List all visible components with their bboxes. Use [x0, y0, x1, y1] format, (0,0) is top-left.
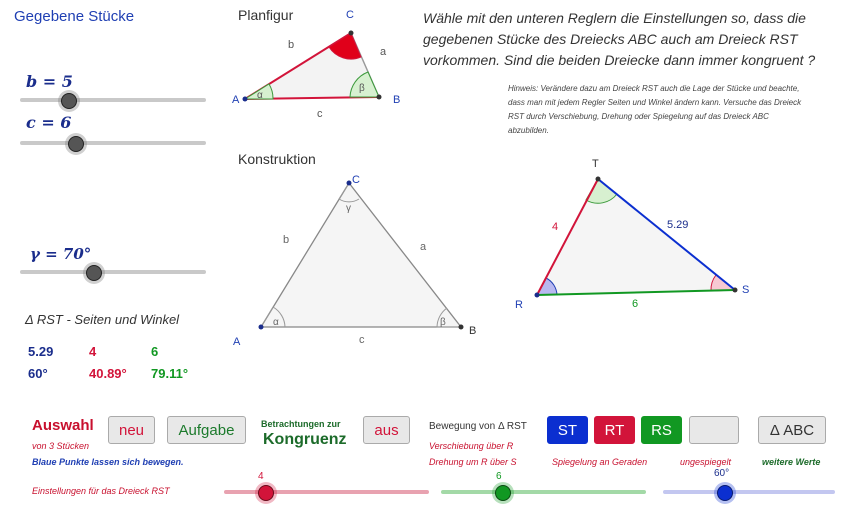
blaue-punkte-hint: Blaue Punkte lassen sich bewegen.	[32, 457, 184, 467]
neu-button[interactable]: neu	[108, 416, 155, 444]
planfigur-triangle	[228, 0, 418, 125]
b-slider-track[interactable]	[20, 98, 206, 102]
delta-abc-button[interactable]: Δ ABC	[758, 416, 826, 444]
task-question: Wähle mit den unteren Reglern die Einstellungen so, dass die gegebenen Stücke des Dreiecks ABC auch am Dreieck RST vorkommen. Sind die beiden Dreiecke dann immer kongruent ?	[423, 10, 816, 68]
c-slider-label: c = 6	[26, 113, 72, 132]
planfigur-label-beta: β	[359, 83, 365, 94]
slider-rs-track[interactable]	[441, 490, 646, 494]
rst-value-st: 5.29	[28, 344, 54, 359]
auswahl-sublabel: von 3 Stücken	[32, 441, 90, 451]
bewegung-label: Bewegung von Δ RST	[429, 421, 527, 432]
einstellungen-label: Einstellungen für das Dreieck RST	[32, 486, 170, 496]
konstruktion-label-beta: β	[440, 317, 446, 328]
slider-rt-track[interactable]	[224, 490, 429, 494]
ungespiegelt-label: ungespiegelt	[680, 457, 732, 467]
rst-label-s: S	[742, 284, 750, 296]
slider-rs-value: 6	[496, 471, 502, 482]
rst-side-rt-label: 4	[552, 221, 559, 233]
c-slider-knob[interactable]	[68, 136, 84, 152]
slider-angle-track[interactable]	[663, 490, 835, 494]
planfigur-title: Planfigur	[238, 7, 294, 23]
given-pieces-title: Gegebene Stücke	[14, 8, 135, 25]
b-slider-label: b = 5	[26, 72, 73, 91]
konstruktion-label-side-c: c	[359, 334, 365, 346]
rst-angle-s: 40.89°	[89, 366, 127, 381]
konstruktion-label-alpha: α	[273, 317, 279, 328]
slider-rt-knob[interactable]	[258, 485, 274, 501]
rst-angle-r: 60°	[28, 366, 48, 381]
rst-value-rt: 4	[89, 344, 97, 359]
mirror-toggle-button[interactable]	[689, 416, 739, 444]
st-button[interactable]: ST	[547, 416, 588, 444]
rt-button[interactable]: RT	[594, 416, 635, 444]
konstruktion-label-side-b: b	[283, 234, 290, 246]
b-slider-knob[interactable]	[61, 93, 77, 109]
konstruktion-label-c-vertex: C	[352, 174, 360, 186]
slider-angle-knob[interactable]	[717, 485, 733, 501]
gamma-slider-track[interactable]	[20, 270, 206, 274]
rst-values-heading: Δ RST - Seiten und Winkel	[25, 312, 180, 327]
rst-side-rs-label: 6	[632, 298, 639, 310]
gamma-slider-knob[interactable]	[86, 265, 102, 281]
planfigur-label-a-vertex: A	[232, 94, 240, 106]
slider-rt-value: 4	[258, 471, 264, 482]
slider-angle-value: 60°	[714, 468, 730, 479]
konstruktion-label-a-vertex: A	[233, 336, 241, 348]
gamma-slider-label: γ = 70°	[30, 245, 92, 263]
konstruktion-label-gamma: γ	[346, 203, 351, 214]
kongruenz-label: Kongruenz	[263, 431, 347, 448]
rst-label-r: R	[515, 299, 523, 310]
c-slider-track[interactable]	[20, 141, 206, 145]
weitere-werte-label: weitere Werte	[762, 457, 821, 467]
planfigur-label-c-vertex: C	[346, 9, 354, 21]
rst-label-t: T	[592, 158, 599, 170]
spiegelung-label: Spiegelung an Geraden	[552, 457, 648, 467]
planfigur-label-alpha: α	[257, 90, 263, 101]
rst-value-rs: 6	[151, 344, 159, 359]
rs-button[interactable]: RS	[641, 416, 682, 444]
auswahl-label: Auswahl	[32, 417, 94, 434]
aufgabe-button[interactable]: Aufgabe	[167, 416, 246, 444]
konstruktion-label-b-vertex: B	[469, 325, 477, 337]
verschiebung-label: Verschiebung über R	[429, 441, 514, 451]
rst-angle-t: 79.11°	[151, 366, 189, 381]
drehung-label: Drehung um R über S	[429, 457, 517, 467]
task-hint: Hinweis: Verändere dazu am Dreieck RST auch die Lage der Stücke und beachte, dass man mit jedem Regler Seiten und Winkel ändern kann. Versuche das Dreieck RST durch Verschiebung, Drehung oder Spiegelung auf das Dreieck ABC abzubilden.	[508, 84, 802, 135]
planfigur-label-b-vertex: B	[393, 94, 401, 106]
konstruktion-triangle	[228, 170, 488, 350]
betrachtungen-label: Betrachtungen zur	[261, 419, 341, 429]
konstruktion-label-side-a: a	[420, 241, 427, 253]
planfigur-label-side-a: a	[380, 46, 387, 58]
planfigur-label-side-b: b	[288, 39, 295, 51]
konstruktion-title: Konstruktion	[238, 151, 316, 167]
planfigur-label-side-c: c	[317, 108, 323, 120]
aus-button[interactable]: aus	[363, 416, 410, 444]
rst-side-st-label: 5.29	[667, 219, 689, 231]
rst-triangle	[505, 150, 765, 310]
slider-rs-knob[interactable]	[495, 485, 511, 501]
